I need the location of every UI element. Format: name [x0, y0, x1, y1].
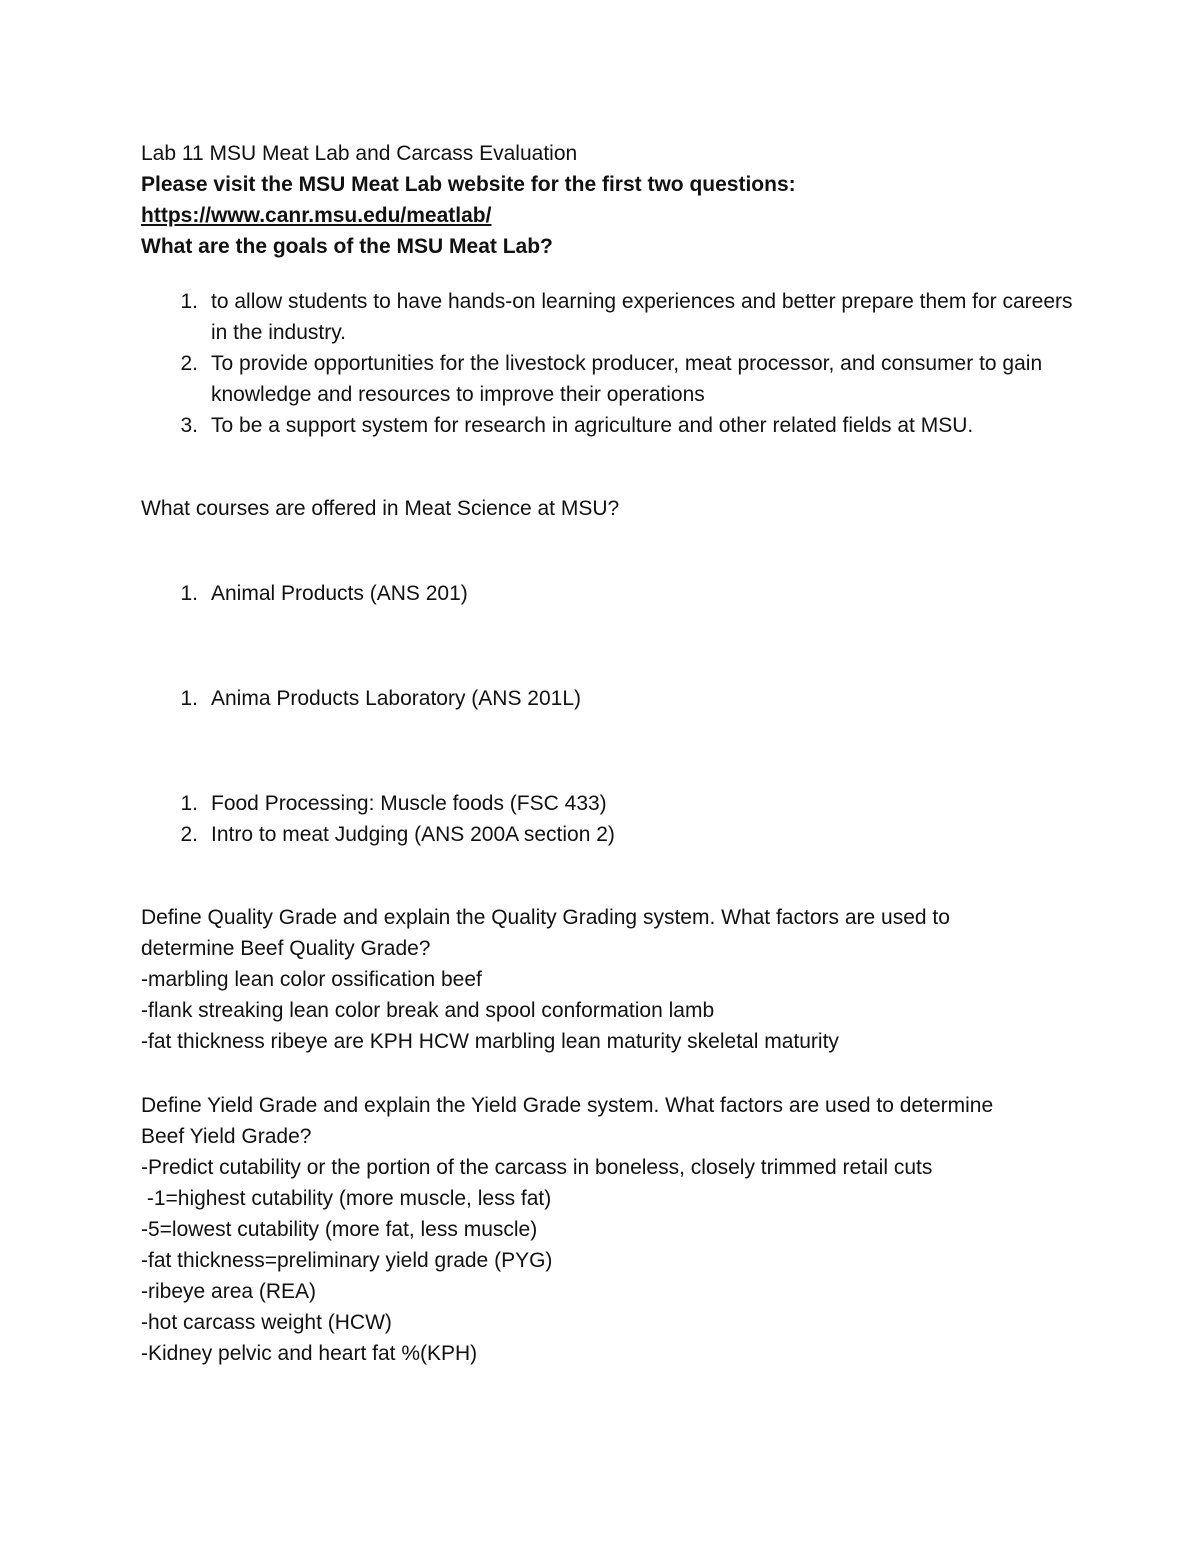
list-number: 1.	[180, 290, 198, 313]
list-item: To be a support system for research in agriculture and other related fields at MSU.	[211, 414, 974, 437]
answer-line: -flank streaking lean color break and spool conformation lamb	[141, 999, 715, 1022]
answer-line: -Predict cutability or the portion of the carcass in boneless, closely trimmed retail cuts	[141, 1156, 933, 1179]
instruction-text: Please visit the MSU Meat Lab website for the first two questions:	[141, 173, 796, 196]
list-item: Animal Products (ANS 201)	[211, 582, 468, 605]
answer-line: -5=lowest cutability (more fat, less muscle)	[141, 1218, 538, 1241]
meatlab-link[interactable]: https://www.canr.msu.edu/meatlab/	[141, 204, 492, 227]
list-number: 1.	[180, 792, 198, 815]
doc-title: Lab 11 MSU Meat Lab and Carcass Evaluation	[141, 142, 578, 165]
question-yield-grade-line1: Define Yield Grade and explain the Yield Grade system. What factors are used to determine	[141, 1094, 994, 1117]
answer-line: -ribeye area (REA)	[141, 1280, 317, 1303]
list-number: 2.	[180, 352, 198, 375]
answer-line: -fat thickness=preliminary yield grade (PYG)	[141, 1249, 553, 1272]
answer-line: -marbling lean color ossification beef	[141, 968, 482, 991]
list-number: 1.	[180, 687, 198, 710]
list-item: to allow students to have hands-on learning experiences and better prepare them for careers in the industry.	[211, 290, 1073, 344]
list-number: 2.	[180, 823, 198, 846]
answer-line: -hot carcass weight (HCW)	[141, 1311, 392, 1334]
list-number: 3.	[180, 414, 198, 437]
question-yield-grade-line2: Beef Yield Grade?	[141, 1125, 312, 1148]
question-quality-grade-line1: Define Quality Grade and explain the Quality Grading system. What factors are used to	[141, 906, 950, 929]
answer-line: -Kidney pelvic and heart fat %(KPH)	[141, 1342, 478, 1365]
list-item: Anima Products Laboratory (ANS 201L)	[211, 687, 582, 710]
answer-line: -fat thickness ribeye are KPH HCW marbling lean maturity skeletal maturity	[141, 1030, 839, 1053]
question-quality-grade-line2: determine Beef Quality Grade?	[141, 937, 431, 960]
list-item: Food Processing: Muscle foods (FSC 433)	[211, 792, 607, 815]
list-item: To provide opportunities for the livestock producer, meat processor, and consumer to gain knowledge and resources to improve their operations	[211, 352, 1043, 406]
answer-line: -1=highest cutability (more muscle, less fat)	[141, 1187, 552, 1210]
list-item: Intro to meat Judging (ANS 200A section 2)	[211, 823, 615, 846]
question-courses: What courses are offered in Meat Science at MSU?	[141, 497, 620, 520]
question-goals: What are the goals of the MSU Meat Lab?	[141, 235, 553, 258]
list-number: 1.	[180, 582, 198, 605]
